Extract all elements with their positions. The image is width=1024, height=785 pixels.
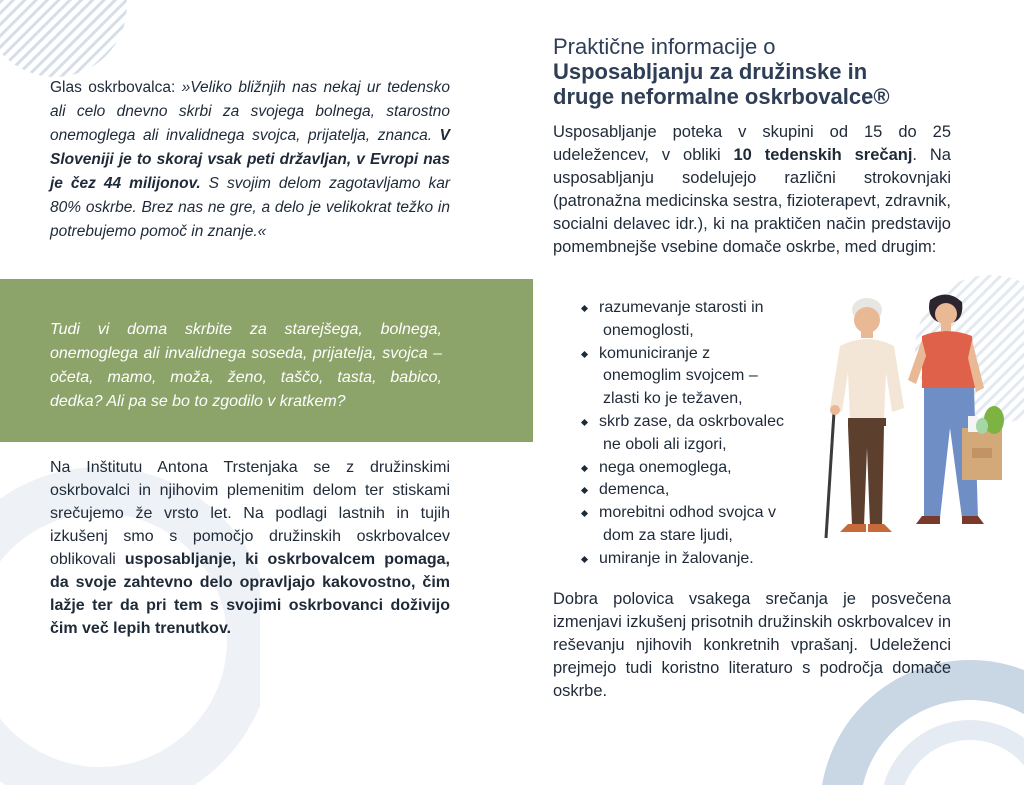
bullet-icon — [581, 510, 588, 517]
list-item-line: skrb zase, da oskrbovalec — [599, 412, 784, 430]
institute-paragraph — [50, 456, 450, 640]
list-item — [582, 479, 822, 502]
list-item-line: morebitni odhod svojca v — [599, 504, 776, 522]
intro-text-b: . Na usposabljanju sodelujejo različni strokovnjaki (patronažna medicinska sestra, fizioterapevt, zdravnik, socialni delavec idr.), ki na praktičen način predstavijo pomembnejše vsebine domače oskrbe, med drugim: — [553, 146, 952, 256]
caregivers-illustration — [822, 288, 1012, 548]
list-item-line: zlasti ko je težaven, — [603, 390, 743, 408]
bullet-icon — [581, 556, 588, 563]
title-line-1: Praktične informacije o — [553, 34, 776, 59]
intro-bold: 10 tedenskih srečanj — [733, 146, 913, 164]
elderly-man-with-cane-illustration — [826, 298, 904, 538]
caregiver-woman-with-grocery-bag-illustration — [908, 294, 1004, 524]
practical-info-title — [553, 34, 953, 109]
topics-list — [582, 297, 822, 571]
bullet-icon — [581, 419, 588, 426]
list-item — [582, 502, 822, 548]
green-box-text: Tudi vi doma skrbite za starejšega, bolnega, onemoglega ali invalidnega soseda, prijatelja, svojca – očeta, mamo, moža, ženo, taščo, tasta, babico, dedka? Ali pa se bo to zgodilo v kratkem? — [50, 321, 442, 410]
list-item — [582, 548, 822, 571]
quote-text-a: »Veliko bližnjih nas nekaj ur tedensko ali celo dnevno skrbi za svojega bolnega, starostno onemoglega ali invalidnega svojca, prijatelja, znanca. — [50, 79, 450, 144]
list-item-line: demenca, — [599, 481, 670, 499]
quote-lead: Glas oskrbovalca: — [50, 79, 182, 96]
meeting-exchange-paragraph: Dobra polovica vsakega srečanja je posvečena izmenjavi izkušenj prisotnih družinskih oskrbovalcev in reševanju njihovih konkretnih vprašanj. Udeleženci prejmejo tudi koristno literaturo s področja domače oskrbe. — [553, 590, 951, 700]
list-item-line: komuniciranje z — [599, 344, 711, 362]
list-item — [582, 343, 822, 411]
training-intro — [553, 121, 951, 259]
bullet-icon — [581, 305, 588, 312]
bullet-icon — [581, 465, 588, 472]
quote-text-b: S svojim delom zagotavljamo kar 80% oskrbe. Brez nas ne gre, a delo je velikokrat težko in potrebujemo pomoč in znanje.« — [50, 175, 450, 240]
title-line-2: Usposabljanju za družinske in — [553, 59, 868, 84]
title-line-3: druge neformalne oskrbovalce® — [553, 84, 890, 109]
list-item-line: onemoglim svojcem – — [603, 367, 758, 385]
list-item-line: onemoglosti, — [603, 321, 694, 339]
list-item-line: nega onemoglega, — [599, 458, 732, 476]
institute-text: Na Inštitutu Antona Trstenjaka se z družinskimi oskrbovalci in njihovim plemenitim delom ter stiskami srečujemo že vrsto let. Na podlagi lastnih in tujih izkušenj smo s pomočjo družinskih oskrbovalcev oblikovali — [50, 459, 450, 568]
institute-bold-text: usposabljanje, ki oskrbovalcem pomaga, da svoje zahtevno delo opravljajo kakovostno, čim lažje ter da pri tem s svojimi oskrbovanci doživijo čim več lepih trenutkov. — [50, 551, 450, 637]
stripe-circle-top-left-icon — [0, 0, 130, 80]
intro-text-a: Usposabljanje poteka v skupini od 15 do 25 udeležencev, v obliki — [553, 123, 951, 164]
caregiver-quote — [50, 76, 450, 244]
list-item — [582, 297, 822, 343]
list-item — [582, 457, 822, 480]
list-item-line: umiranje in žalovanje. — [599, 549, 754, 567]
list-item-line: ne oboli ali izgori, — [603, 435, 727, 453]
list-item — [582, 411, 822, 457]
bullet-icon — [581, 487, 588, 494]
quote-text-bold: V Sloveniji je to skoraj vsak peti državljan, v Evropi nas je čez 44 milijonov. — [50, 127, 450, 192]
bullet-icon — [581, 351, 588, 358]
list-item-line: dom za stare ljudi, — [603, 526, 733, 544]
list-item-line: razumevanje starosti in — [599, 299, 764, 316]
